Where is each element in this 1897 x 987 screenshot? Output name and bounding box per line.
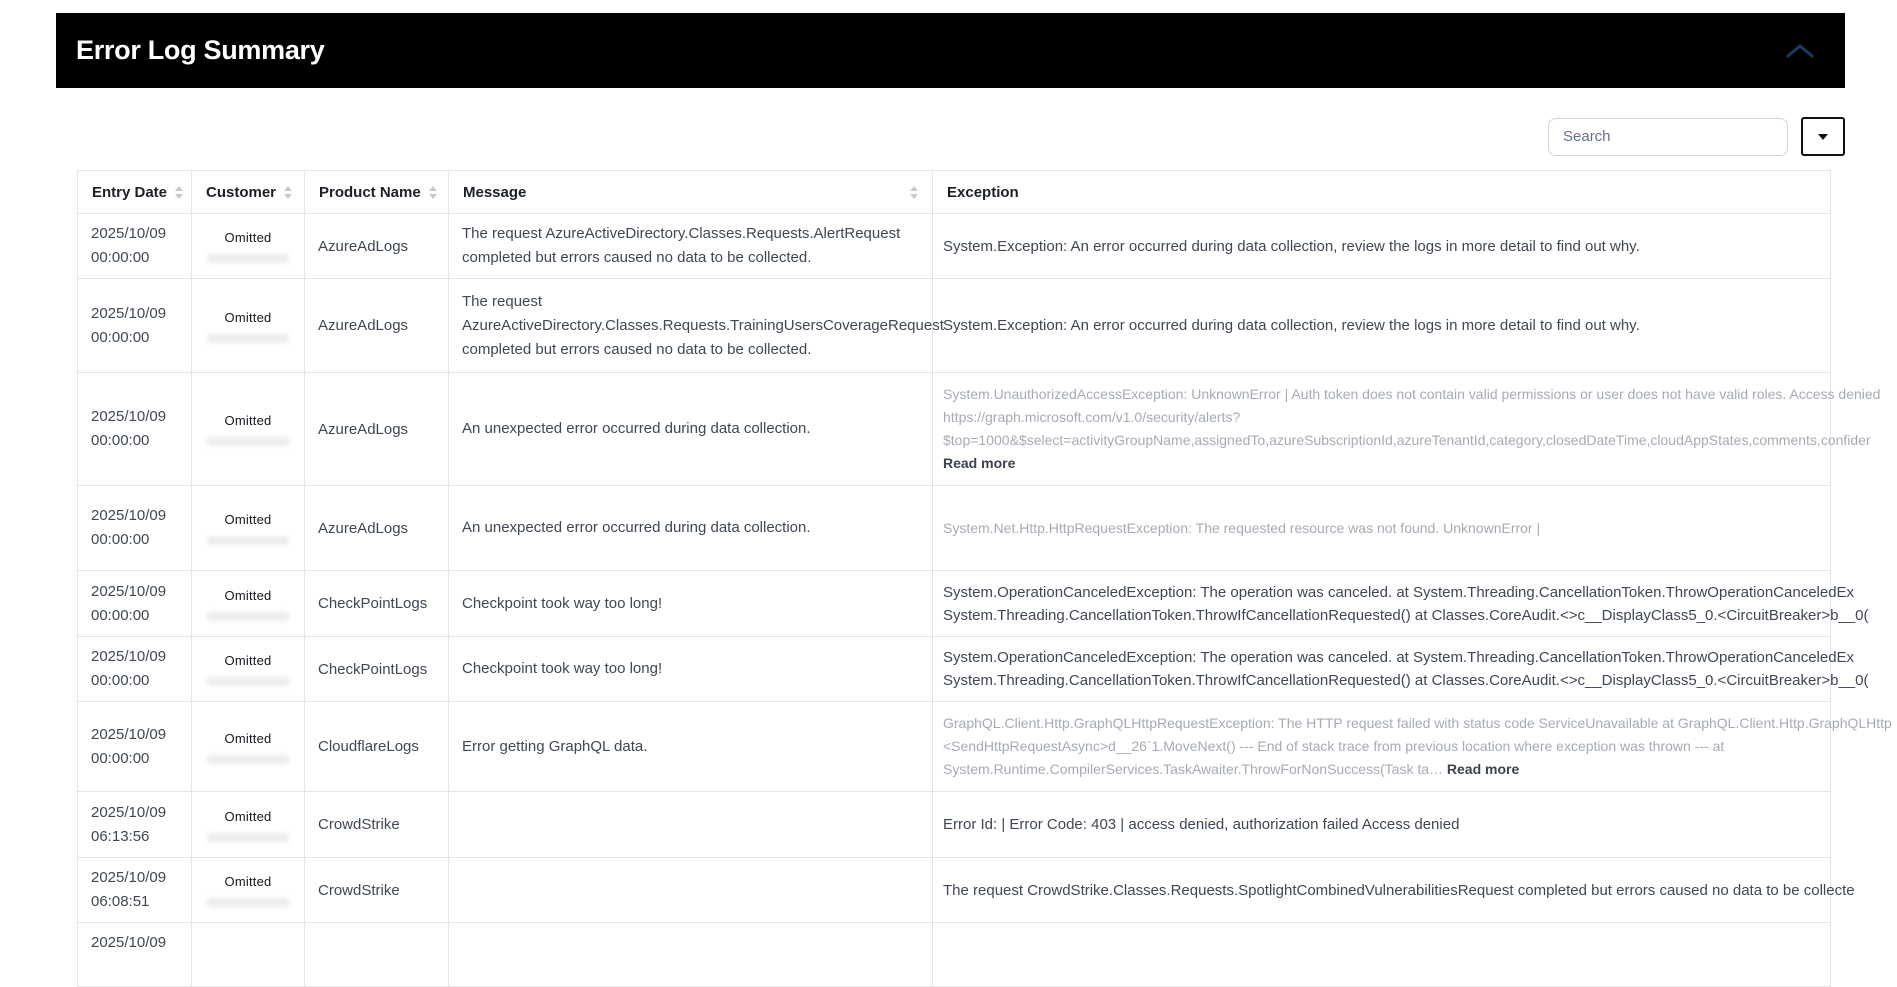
search-input[interactable]	[1548, 118, 1788, 156]
column-header-product-name[interactable]	[305, 171, 449, 214]
exception-text: System.OperationCanceledException: The operation was canceled. at System.Threading.CancellationToken.ThrowOperationCanceledEx	[943, 649, 1855, 666]
table-toolbar	[1548, 117, 1845, 156]
exception-text: $top=1000&$select=activityGroupName,assignedTo,azureSubscriptionId,azureTenantId,category,closedDateTime,cloudAppStates,comments,confider	[943, 432, 1871, 448]
customer-value: Omitted	[224, 230, 272, 245]
exception-text: System.Threading.CancellationToken.ThrowIfCancellationRequested() at Classes.CoreAudit.<>c__DisplayClass5_0.<CircuitBreaker>b__0(	[943, 606, 1869, 624]
table-row	[78, 486, 1831, 571]
page-title: Error Log Summary	[76, 35, 325, 65]
cell-message	[449, 923, 933, 987]
cell-message: The request AzureActiveDirectory.Classes.Requests.TrainingUsersCoverageRequest completed but errors caused no data to be collected.	[449, 279, 933, 373]
chevron-up-icon	[1785, 46, 1815, 61]
exception-text: Error Id: | Error Code: 403 | access denied, authorization failed Access denied	[943, 816, 1460, 833]
cell-message	[449, 792, 933, 858]
read-more-link[interactable]: Read more	[1446, 761, 1520, 777]
redacted-customer	[207, 898, 289, 907]
cell-message	[449, 858, 933, 923]
redacted-customer	[207, 334, 289, 343]
cell-message: An unexpected error occurred during data collection.	[449, 486, 933, 571]
cell-exception	[933, 571, 1869, 637]
redacted-customer	[207, 536, 289, 545]
table-row	[78, 214, 1831, 279]
column-header-customer[interactable]	[192, 171, 305, 214]
table-row	[78, 279, 1831, 373]
cell-entry-date: 2025/10/09 06:13:56	[78, 792, 192, 858]
table-row	[78, 702, 1831, 792]
table-row	[78, 923, 1831, 987]
column-label: Customer	[206, 183, 277, 201]
exception-text: System.Runtime.CompilerServices.TaskAwaiter.ThrowForNonSuccess(Task ta…	[943, 761, 1447, 777]
customer-value: Omitted	[224, 587, 272, 603]
redacted-customer	[207, 677, 289, 686]
cell-exception	[933, 858, 1855, 923]
exception-text: https://graph.microsoft.com/v1.0/security/alerts?	[943, 409, 1241, 425]
cell-exception	[933, 923, 1831, 987]
table-row	[78, 571, 1831, 637]
customer-value: Omitted	[224, 653, 272, 668]
table-header-row	[78, 171, 1831, 214]
cell-entry-date: 2025/10/09	[78, 923, 192, 987]
redacted-customer	[207, 833, 289, 842]
customer-value: Omitted	[224, 730, 272, 746]
cell-product-name: AzureAdLogs	[305, 373, 449, 486]
sort-icon[interactable]	[284, 186, 292, 199]
cell-product-name: AzureAdLogs	[305, 214, 449, 279]
cell-product-name: CrowdStrike	[305, 792, 449, 858]
cell-product-name: AzureAdLogs	[305, 279, 449, 373]
table-row	[78, 637, 1831, 702]
exception-text: System.Exception: An error occurred during data collection, review the logs in more detail to find out why.	[943, 317, 1640, 334]
redacted-customer	[207, 437, 289, 446]
customer-value: Omitted	[224, 413, 272, 428]
cell-product-name: CrowdStrike	[305, 858, 449, 923]
cell-entry-date: 2025/10/09 06:08:51	[78, 858, 192, 923]
cell-customer	[192, 858, 305, 923]
cell-customer	[192, 637, 305, 702]
error-log-table-container	[77, 170, 1892, 951]
cell-message: The request AzureActiveDirectory.Classes.Requests.AlertRequest completed but errors caused no data to be collected.	[449, 214, 933, 279]
cell-customer	[192, 571, 305, 637]
exception-text: System.OperationCanceledException: The operation was canceled. at System.Threading.CancellationToken.ThrowOperationCanceledEx	[943, 583, 1855, 601]
cell-product-name	[305, 923, 449, 987]
cell-exception	[933, 486, 1831, 571]
cell-product-name: CloudflareLogs	[305, 702, 449, 792]
column-header-entry-date[interactable]	[78, 171, 192, 214]
exception-text: GraphQL.Client.Http.GraphQLHttpRequestException: The HTTP request failed with status code ServiceUnavailable at GraphQL.Client.Http.GraphQLHttp	[943, 715, 1892, 731]
cell-entry-date: 2025/10/09 00:00:00	[78, 571, 192, 637]
customer-value: Omitted	[224, 808, 272, 824]
cell-message: Checkpoint took way too long!	[449, 571, 933, 637]
exception-text: System.Exception: An error occurred during data collection, review the logs in more detail to find out why.	[943, 237, 1640, 255]
cell-message: Error getting GraphQL data.	[449, 702, 933, 792]
cell-entry-date: 2025/10/09 00:00:00	[78, 279, 192, 373]
column-label: Exception	[947, 183, 1019, 201]
cell-message: Checkpoint took way too long!	[449, 637, 933, 702]
exception-text: The request CrowdStrike.Classes.Requests.SpotlightCombinedVulnerabilitiesRequest completed but errors caused no data to be collecte	[943, 881, 1855, 899]
customer-value: Omitted	[224, 874, 272, 889]
exception-text: System.Threading.CancellationToken.ThrowIfCancellationRequested() at Classes.CoreAudit.<>c__DisplayClass5_0.<CircuitBreaker>b__0(	[943, 672, 1869, 689]
column-label: Entry Date	[92, 183, 168, 201]
customer-value: Omitted	[224, 309, 272, 325]
sort-icon[interactable]	[910, 186, 918, 199]
cell-exception	[933, 792, 1831, 858]
panel-header	[56, 13, 1845, 88]
sort-icon[interactable]	[429, 186, 437, 199]
sort-icon[interactable]	[175, 186, 183, 199]
exception-text: System.Net.Http.HttpRequestException: The requested resource was not found. UnknownError |	[943, 519, 1541, 536]
cell-product-name: CheckPointLogs	[305, 637, 449, 702]
cell-entry-date: 2025/10/09 00:00:00	[78, 486, 192, 571]
table-row	[78, 792, 1831, 858]
redacted-customer	[207, 254, 289, 263]
column-label: Message	[463, 183, 527, 201]
redacted-customer	[207, 612, 289, 621]
error-log-table	[77, 170, 1892, 987]
redacted-customer	[207, 755, 289, 764]
cell-exception	[933, 214, 1831, 279]
cell-entry-date: 2025/10/09 00:00:00	[78, 373, 192, 486]
cell-product-name: AzureAdLogs	[305, 486, 449, 571]
cell-entry-date: 2025/10/09 00:00:00	[78, 214, 192, 279]
column-label: Product Name	[319, 183, 421, 201]
cell-message: An unexpected error occurred during data collection.	[449, 373, 933, 486]
cell-customer	[192, 486, 305, 571]
cell-product-name: CheckPointLogs	[305, 571, 449, 637]
caret-down-icon	[1818, 134, 1828, 140]
cell-customer	[192, 214, 305, 279]
cell-exception	[933, 637, 1869, 702]
cell-entry-date: 2025/10/09 00:00:00	[78, 637, 192, 702]
cell-entry-date: 2025/10/09 00:00:00	[78, 702, 192, 792]
customer-value: Omitted	[224, 512, 272, 527]
exception-text: <SendHttpRequestAsync>d__26`1.MoveNext() --- End of stack trace from previous location where exception was thrown --- at	[943, 738, 1725, 754]
exception-text: System.UnauthorizedAccessException: UnknownError | Auth token does not contain valid permissions or user does not have valid roles. Access denied	[943, 386, 1881, 402]
cell-exception	[933, 279, 1831, 373]
table-row	[78, 858, 1831, 923]
table-row	[78, 373, 1831, 486]
column-header-message[interactable]	[449, 171, 933, 214]
read-more-link[interactable]: Read more	[943, 455, 1016, 471]
cell-exception	[933, 373, 1881, 486]
collapse-panel-button[interactable]	[1779, 37, 1821, 64]
cell-customer	[192, 279, 305, 373]
search-options-dropdown-button[interactable]	[1801, 117, 1845, 156]
cell-customer	[192, 792, 305, 858]
cell-customer	[192, 702, 305, 792]
cell-customer	[192, 373, 305, 486]
cell-exception	[933, 702, 1892, 792]
column-header-exception	[933, 171, 1831, 214]
cell-customer	[192, 923, 305, 987]
